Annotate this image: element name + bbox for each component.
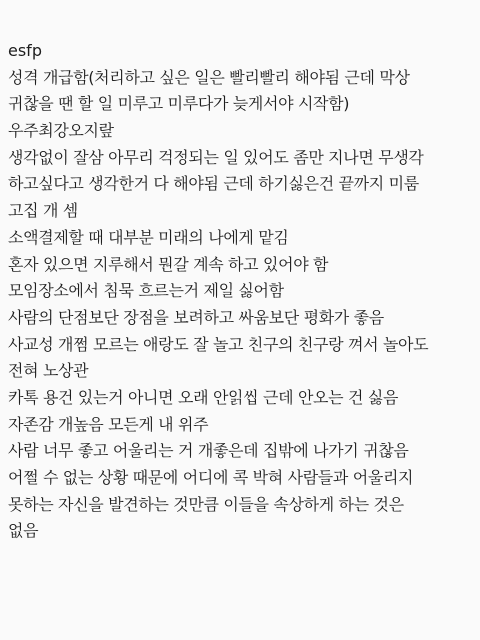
note-line: 자존감 개높음 모든게 내 위주 xyxy=(8,414,209,434)
note-line: 소액결제할 때 대부분 미래의 나에게 맡김 xyxy=(8,227,289,247)
note-line: 사람의 단점보단 장점을 보려하고 싸움보단 평화가 좋음 xyxy=(8,307,384,327)
note-line: 모임장소에서 침묵 흐르는거 제일 싫어함 xyxy=(8,281,284,301)
note-line: 하고싶다고 생각한거 다 해야됨 근데 하기싫은건 끝까지 미룸 xyxy=(8,174,419,194)
note-line: 생각없이 잘삼 아무리 걱정되는 일 있어도 좀만 지나면 무생각 xyxy=(8,147,424,167)
note-line: 우주최강오지랖 xyxy=(8,121,114,141)
note-line: 고집 개 셈 xyxy=(8,201,78,221)
note-line: 사람 너무 좋고 어울리는 거 개좋은데 집밖에 나가기 귀찮음 xyxy=(8,441,409,461)
note-line: 귀찮을 땐 할 일 미루고 미루다가 늦게서야 시작함) xyxy=(8,94,350,114)
note-line: 사교성 개쩜 모르는 애랑도 잘 놀고 친구의 친구랑 껴서 놀아도 xyxy=(8,334,429,354)
note-line: 어쩔 수 없는 상황 때문에 어디에 콕 박혀 사람들과 어울리지 xyxy=(8,468,414,487)
note-line: 카톡 용건 있는거 아니면 오래 안읽씹 근데 안오는 건 싫음 xyxy=(8,387,399,407)
note-line: 전혀 노상관 xyxy=(8,361,89,381)
note-line: 혼자 있으면 지루해서 뭔갈 계속 하고 있어야 함 xyxy=(8,254,329,274)
note-line: 성격 개급함(처리하고 싶은 일은 빨리빨리 해야됨 근데 막상 xyxy=(8,67,410,87)
note-line: 못하는 자신을 발견하는 것만큼 이들을 속상하게 하는 것은 xyxy=(8,494,404,514)
note-line: 없음 xyxy=(8,521,39,541)
note-title: esfp xyxy=(8,41,42,60)
